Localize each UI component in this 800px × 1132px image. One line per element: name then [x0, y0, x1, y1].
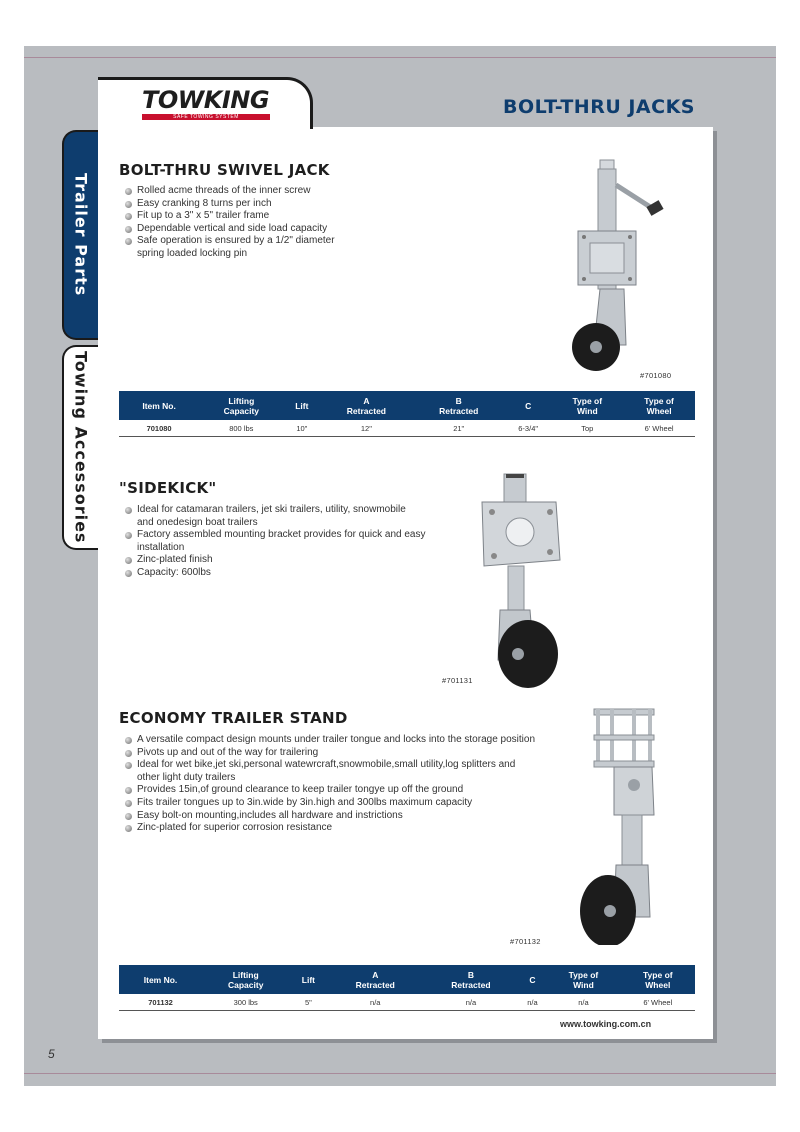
product-title: BOLT-THRU SWIVEL JACK [119, 161, 330, 179]
table-cell: 300 lbs [202, 994, 289, 1011]
feature-list [123, 504, 443, 580]
feature-item: Zinc-plated for superior corrosion resistance [123, 822, 553, 835]
table-cell: 6-3/4" [505, 420, 552, 437]
column-header: C [505, 391, 552, 420]
column-header: B Retracted [413, 391, 505, 420]
feature-item: A versatile compact design mounts under trailer tongue and locks into the storage position [123, 734, 553, 747]
part-code: #701131 [442, 676, 473, 685]
feature-item: Ideal for catamaran trailers, jet ski trailers, utility, snowmobile and onedesign boat trailers [123, 504, 443, 529]
table-cell: 5" [289, 994, 327, 1011]
top-rule [24, 57, 776, 58]
column-header: A Retracted [320, 391, 412, 420]
feature-item: Easy bolt-on mounting,includes all hardware and instrictions [123, 810, 553, 823]
table-cell: n/a [327, 994, 423, 1011]
feature-item: Easy cranking 8 turns per inch [123, 198, 443, 211]
feature-item: Pivots up and out of the way for trailering [123, 747, 553, 760]
feature-item: Fits trailer tongues up to 3in.wide by 3in.high and 300lbs maximum capacity [123, 797, 553, 810]
feature-item: Ideal for wet bike,jet ski,personal watewrcraft,snowmobile,small utility,log splitters and other light duty trailers [123, 759, 553, 784]
column-header: Item No. [119, 391, 199, 420]
section-title: BOLT-THRU JACKS [502, 96, 695, 118]
feature-item: Fit up to a 3" x 5" trailer frame [123, 210, 443, 223]
sidekick-jack-photo [478, 470, 578, 690]
website-link[interactable]: www.towking.com.cn [560, 1019, 652, 1029]
spec-table [119, 391, 695, 437]
tab-trailer-parts-label: Trailer Parts [71, 173, 91, 297]
tab-towing-accessories[interactable] [62, 345, 98, 550]
table-cell: n/a [519, 994, 547, 1011]
table-cell: Top [551, 420, 623, 437]
page-number: 5 [48, 1047, 55, 1061]
table-cell: 12" [320, 420, 412, 437]
column-header: Lifting Capacity [202, 965, 289, 994]
feature-list [123, 734, 553, 835]
tab-trailer-parts[interactable] [62, 130, 98, 340]
tab-towing-accessories-label: Towing Accessories [71, 351, 91, 544]
feature-list [123, 185, 443, 261]
brand-logo: TOWKING [142, 86, 270, 114]
spec-table-header [119, 391, 695, 420]
table-cell: 21" [413, 420, 505, 437]
product-title: ECONOMY TRAILER STAND [119, 709, 348, 727]
spec-table-header [119, 965, 695, 994]
table-row [119, 420, 695, 437]
column-header: Type of Wind [546, 965, 620, 994]
column-header: Lift [289, 965, 327, 994]
spec-table [119, 965, 695, 1011]
feature-item: Factory assembled mounting bracket provides for quick and easy installation [123, 529, 443, 554]
brand-tagline: SAFE TOWING SYSTEM [142, 114, 270, 120]
column-header: Type of Wind [551, 391, 623, 420]
table-row [119, 994, 695, 1011]
column-header: Type of Wheel [621, 965, 695, 994]
table-cell: 701132 [119, 994, 202, 1011]
table-cell: n/a [546, 994, 620, 1011]
column-header: A Retracted [327, 965, 423, 994]
feature-item: Safe operation is ensured by a 1/2" diameter spring loaded locking pin [123, 235, 443, 260]
feature-item: Rolled acme threads of the inner screw [123, 185, 443, 198]
column-header: Type of Wheel [623, 391, 695, 420]
swivel-jack-photo [560, 155, 680, 375]
column-header: Lifting Capacity [199, 391, 283, 420]
table-cell: 10" [283, 420, 320, 437]
table-cell: 6' Wheel [623, 420, 695, 437]
part-code: #701132 [510, 937, 541, 946]
feature-item: Zinc-plated finish [123, 554, 443, 567]
column-header: Item No. [119, 965, 202, 994]
table-cell: 800 lbs [199, 420, 283, 437]
bottom-rule [24, 1073, 776, 1074]
feature-item: Capacity: 600lbs [123, 567, 443, 580]
feature-item: Provides 15in,of ground clearance to keep trailer tongye up off the ground [123, 784, 553, 797]
table-cell: 6' Wheel [621, 994, 695, 1011]
column-header: Lift [283, 391, 320, 420]
feature-item: Dependable vertical and side load capacity [123, 223, 443, 236]
table-cell: n/a [423, 994, 519, 1011]
product-title: "SIDEKICK" [119, 479, 217, 497]
trailer-stand-photo [570, 705, 680, 945]
column-header: C [519, 965, 547, 994]
part-code: #701080 [640, 371, 672, 380]
column-header: B Retracted [423, 965, 519, 994]
table-cell: 701080 [119, 420, 199, 437]
